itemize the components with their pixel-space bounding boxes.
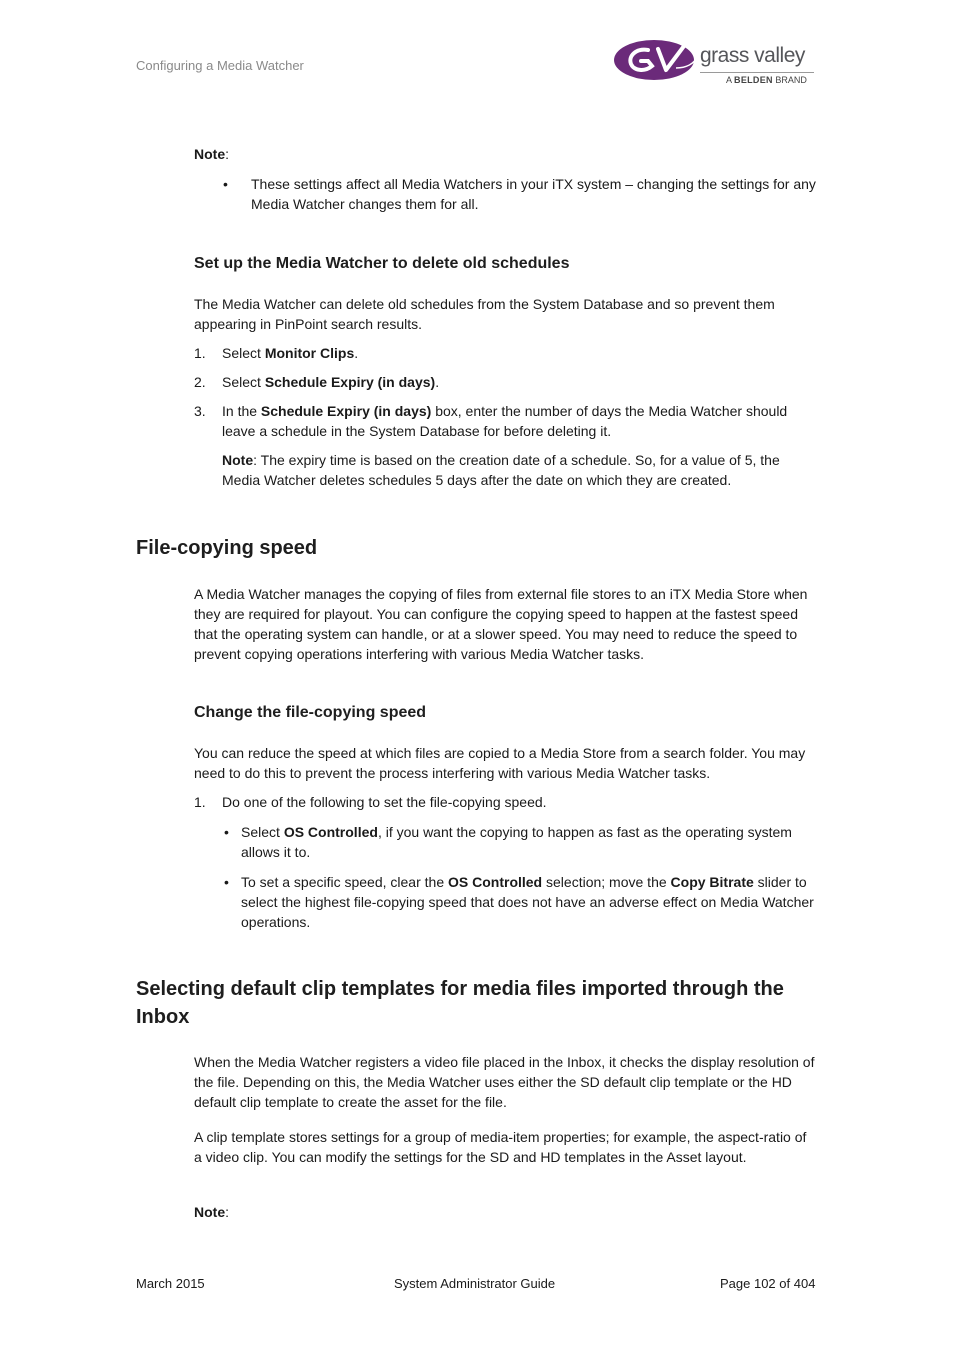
step-text: In the Schedule Expiry (in days) box, enter the number of days the Media Watcher should leave a schedule in the System Database for before deleting it.	[222, 403, 788, 439]
bullet-marker: •	[223, 176, 228, 192]
footer-guide-title: System Administrator Guide	[394, 1276, 556, 1291]
bullet-copy-bitrate: To set a specific speed, clear the OS Controlled selection; move the Copy Bitrate slider to select the highest file-copying speed that does not have an adverse effect on Media Watcher operations.	[241, 874, 814, 930]
logo-divider	[700, 72, 814, 73]
section-heading-file-copying: File-copying speed	[136, 537, 318, 559]
step-number: 2.	[194, 374, 206, 390]
change-speed-intro: You can reduce the speed at which files are copied to a Media Store from a search folder. You may need to do this to prevent the process interfering with various Media Watcher tasks.	[194, 745, 806, 781]
footer-page-number: Page 102 of 404	[720, 1276, 816, 1291]
grass-valley-logo	[614, 36, 818, 88]
step-number: 1.	[194, 794, 206, 810]
step-number: 1.	[194, 345, 206, 361]
delete-schedules-intro: The Media Watcher can delete old schedules from the System Database and so prevent them appearing in PinPoint search results.	[194, 296, 775, 332]
clip-templates-para2: A clip template stores settings for a group of media-item properties; for example, the aspect-ratio of a video clip. You can modify the settings for the SD and HD templates in the Asset layout.	[194, 1129, 807, 1165]
bullet-os-controlled: Select OS Controlled, if you want the copying to happen as fast as the operating system allows it to.	[241, 824, 792, 860]
logo-mark-icon	[614, 38, 698, 84]
section-heading-delete-schedules: Set up the Media Watcher to delete old schedules	[194, 255, 570, 272]
expiry-note: Note: The expiry time is based on the creation date of a schedule. So, for a value of 5, the Media Watcher deletes schedules 5 days after the date on which they are created.	[222, 452, 780, 488]
footer-date: March 2015	[136, 1276, 205, 1291]
note-label: Note:	[194, 146, 230, 162]
logo-tagline: A BELDEN BRAND	[726, 75, 807, 85]
clip-templates-para1: When the Media Watcher registers a video file placed in the Inbox, it checks the display resolution of the file. Depending on this, the Media Watcher uses either the SD default clip template or the HD default clip template to create the asset for the file.	[194, 1054, 815, 1110]
section-heading-clip-templates: Selecting default clip templates for media files imported through the Inbox	[136, 978, 784, 1028]
bullet-marker: •	[224, 874, 229, 890]
step-text: Select Schedule Expiry (in days).	[222, 374, 440, 390]
running-header: Configuring a Media Watcher	[136, 58, 304, 73]
step-text: Select Monitor Clips.	[222, 345, 359, 361]
section-heading-change-speed: Change the file-copying speed	[194, 704, 427, 721]
logo-wordmark: grass valley	[700, 44, 805, 67]
step-number: 3.	[194, 403, 206, 419]
note-label: Note:	[194, 1204, 230, 1220]
bullet-marker: •	[224, 824, 229, 840]
note-bullet-text: These settings affect all Media Watchers in your iTX system – changing the settings for any Media Watcher changes them for all.	[251, 176, 816, 212]
step-text: Do one of the following to set the file-copying speed.	[222, 794, 547, 810]
file-copying-intro: A Media Watcher manages the copying of files from external file stores to an iTX Media Store when they are required for playout. You can configure the copying speed to happen at the fastest speed that the operating system can handle, or at a slower speed. You may need to reduce the speed to prevent copying operations interfering with various Media Watcher tasks.	[194, 586, 808, 662]
